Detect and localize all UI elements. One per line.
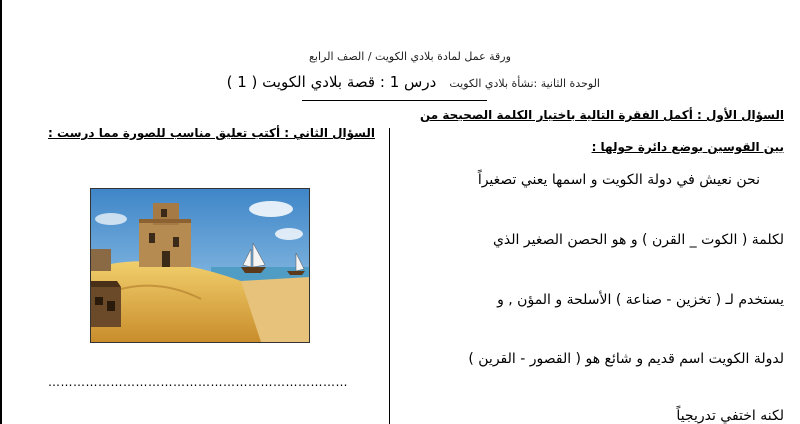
worksheet-header: ورقة عمل لمادة بلادي الكويت / الصف الرابع xyxy=(309,50,511,63)
lesson-title: درس 1 : قصة بلادي الكويت ( 1 ) xyxy=(226,73,437,91)
paragraph-line-2: لكلمة ( الكوت _ القرن ) و هو الحصن الصغير الذي xyxy=(492,232,784,248)
answer-line[interactable]: ……………………………………………………………… xyxy=(48,375,348,389)
kuwait-fort-illustration xyxy=(90,188,310,343)
question2-title: السؤال الثاني : أكتب تعليق مناسب للصورة مما درست : xyxy=(48,126,375,140)
header-underline xyxy=(302,100,487,101)
question1-title: السؤال الأول : أكمل الفقرة التالية باختيار الكلمة الصحيحة من xyxy=(419,108,784,122)
lesson-header xyxy=(226,72,600,91)
column-divider xyxy=(389,128,390,424)
paragraph-line-1: نحن نعيش في دولة الكويت و اسمها يعني تصغيراً xyxy=(477,172,760,188)
paragraph-line-5: لكنه اختفي تدريجياً xyxy=(676,408,784,424)
question1-title-cont: بين القوسين بوضع دائرة حولها : xyxy=(591,140,784,154)
paragraph-line-4: لدولة الكويت اسم قديم و شائع هو ( القصور - القرين ) xyxy=(468,351,784,367)
page-left-border xyxy=(0,0,2,424)
unit-title: الوحدة الثانية :نشأة بلادي الكويت xyxy=(449,77,600,90)
paragraph-line-3: يستخدم لـ ( تخزين - صناعة ) الأسلحة و المؤن , و xyxy=(497,292,784,308)
